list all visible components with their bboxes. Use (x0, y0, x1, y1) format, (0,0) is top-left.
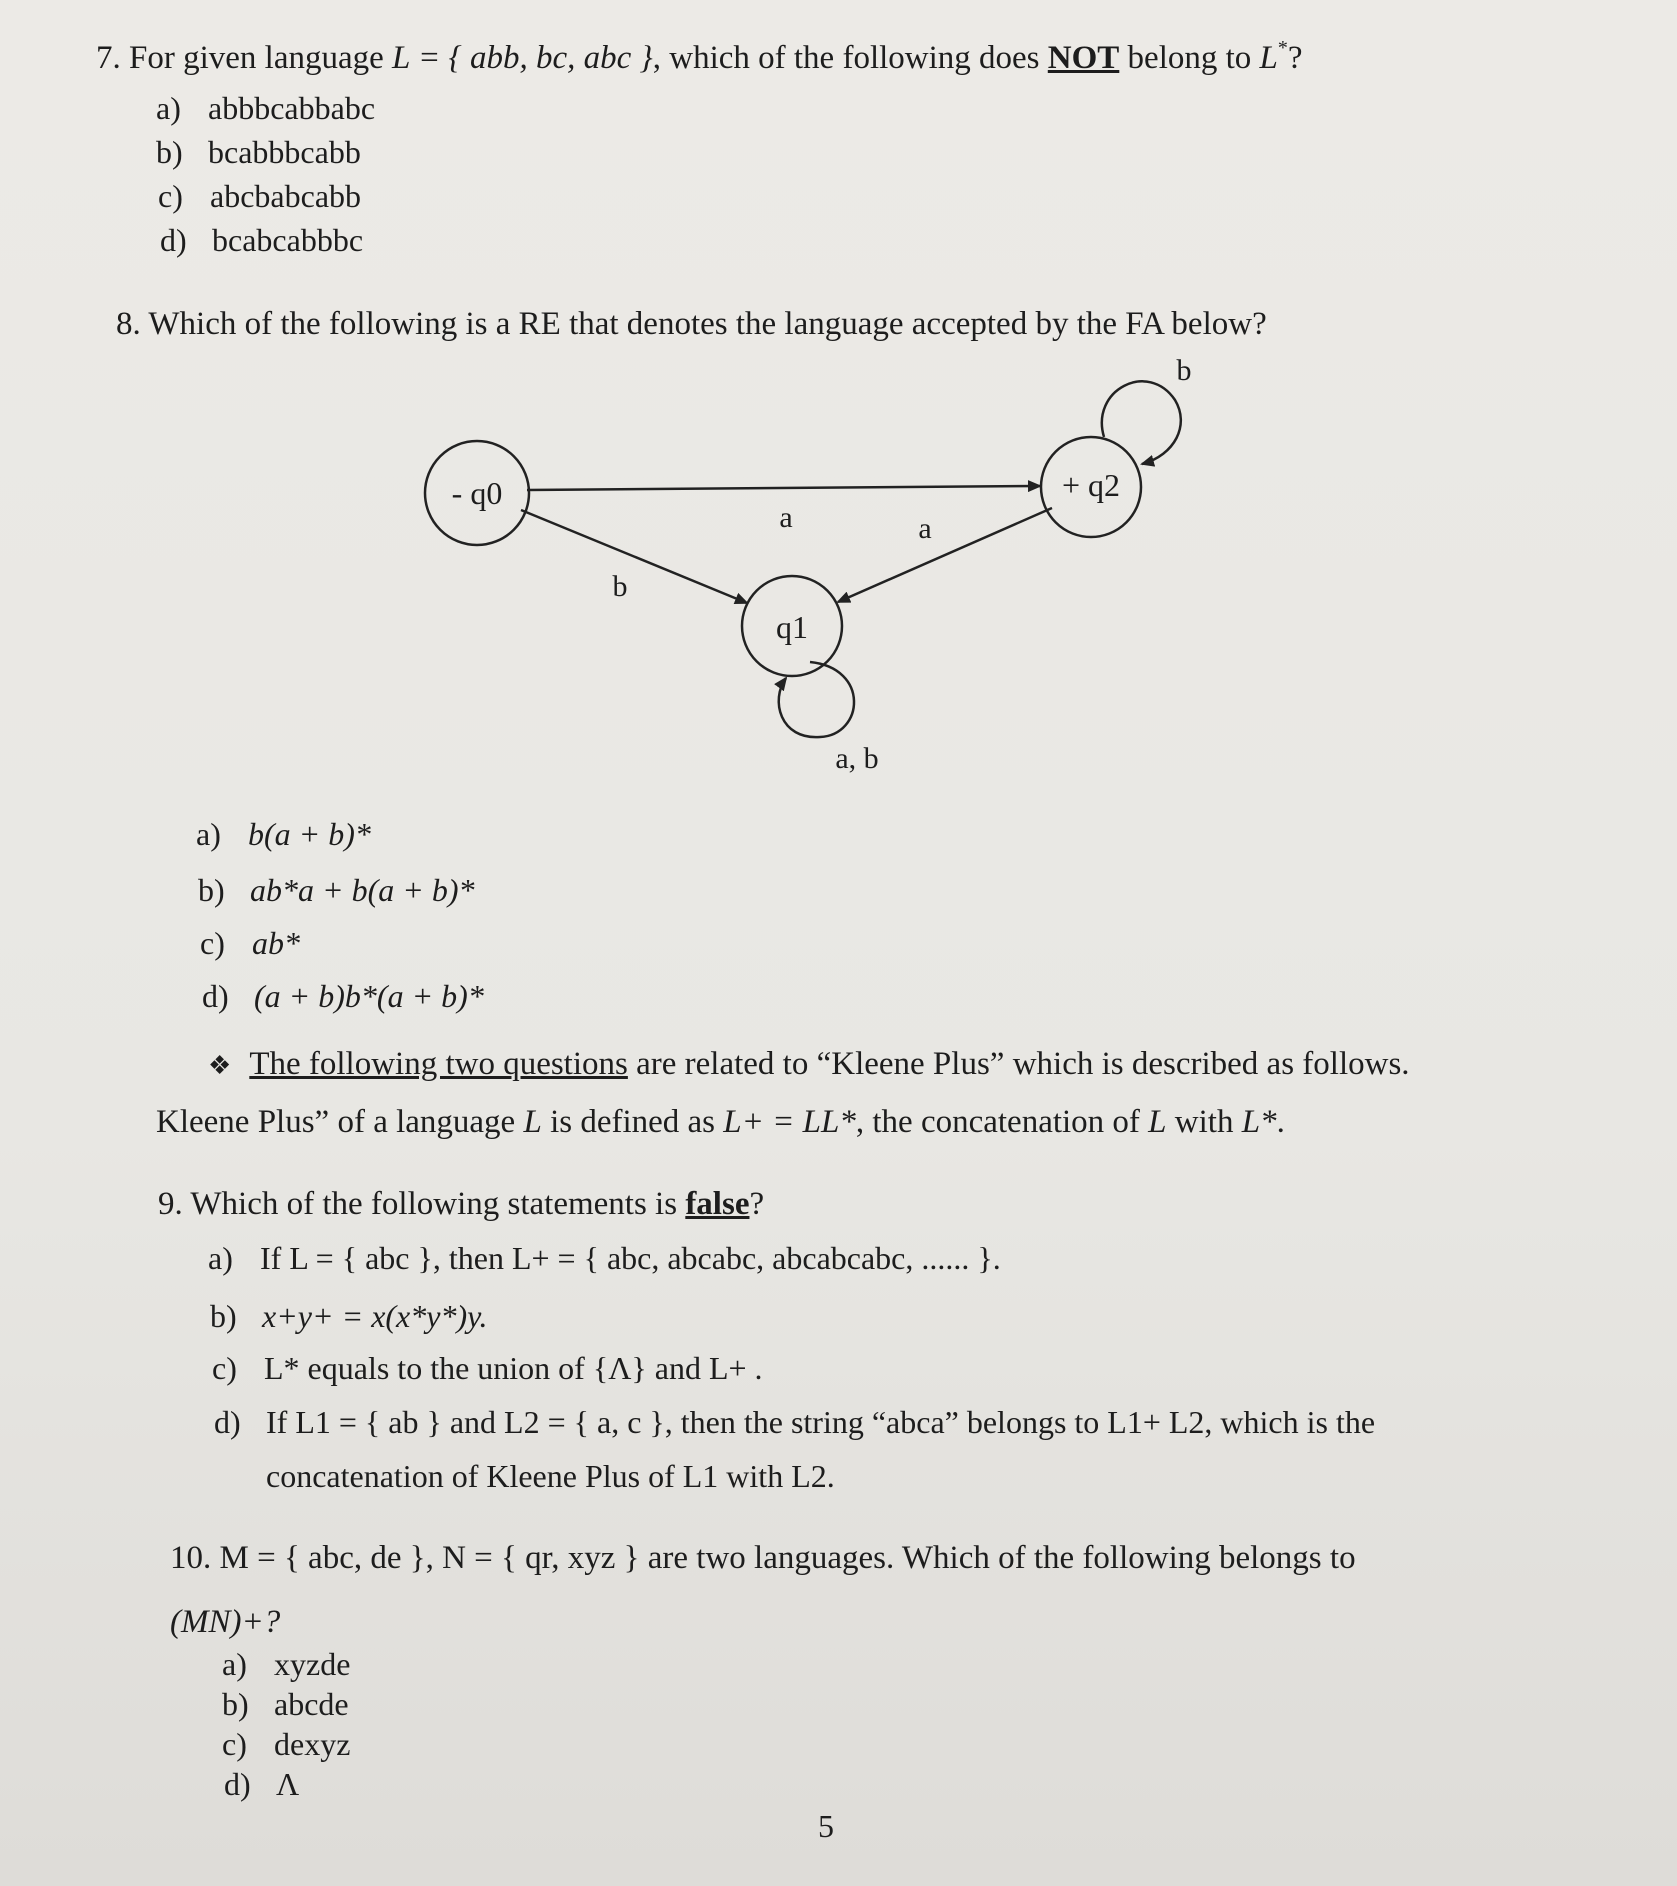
question-9: 9. Which of the following statements is false? (158, 1186, 765, 1222)
kleene-intro (208, 1046, 1410, 1083)
q10-option-a: a) xyzde (222, 1646, 351, 1682)
question-number: 10. (170, 1540, 212, 1576)
q9-option-b: b) x+y+ = x(x*y*)y. (210, 1298, 488, 1334)
edge-label-q2-loop: b (1176, 354, 1192, 387)
edge-q2-loop (1102, 381, 1181, 464)
q9-option-a: a) If L = { abc }, then L+ = { abc, abcabc, abcabcabc, ...... }. (208, 1240, 1001, 1276)
emphasis-not: NOT (1047, 40, 1120, 76)
state-label-q2: + q2 (1061, 467, 1121, 503)
kleene-definition: Kleene Plus” of a language L is defined as L+ = LL*, the concatenation of L with L*. (156, 1104, 1285, 1140)
q7-option-a: a) abbbcabbabc (156, 90, 376, 126)
question-text: belong to (1119, 40, 1260, 76)
intro-text: are related to “Kleene Plus” which is described as follows. (627, 1046, 1410, 1082)
edge-q1-loop (779, 662, 854, 737)
edge-q2-q1 (838, 508, 1052, 602)
question-number: 9. (158, 1186, 183, 1222)
state-label-q0: - q0 (451, 475, 503, 511)
math-language: L = { abb, bc, abc } (392, 40, 653, 76)
q7-option-d: d) bcabcabbbc (160, 222, 364, 258)
question-10: 10. M = { abc, de }, N = { qr, xyz } are two languages. Which of the following belongs to (170, 1540, 1356, 1576)
q7-option-c: c) abcbabcabb (158, 178, 362, 214)
intro-underlined: The following two questions (249, 1046, 628, 1082)
q10-option-d: d) Λ (224, 1766, 300, 1802)
q7-option-b: b) bcabbbcabb (156, 134, 361, 170)
star-superscript: * (1277, 37, 1288, 59)
question-number: 8. (116, 306, 141, 342)
question-text: , which of the following does (652, 40, 1048, 76)
question-number: 7. (96, 40, 121, 76)
edge-label-q0-q2: a (779, 501, 793, 534)
edge-label-q0-q1: b (612, 570, 628, 603)
q10-option-c: c) dexyz (222, 1726, 351, 1762)
edge-label-q1-loop: a, b (835, 742, 879, 775)
question-end: ? (1287, 40, 1303, 76)
q9-option-c: c) L* equals to the union of {Λ} and L+ . (212, 1350, 763, 1386)
question-text: For given language (129, 40, 393, 76)
emphasis-false: false (685, 1186, 750, 1222)
q8-option-c: c) ab* (200, 925, 300, 961)
edge-q0-q2 (527, 486, 1040, 490)
q8-option-a: a) b(a + b)* (196, 816, 371, 852)
kleene-formula: L+ = LL* (723, 1104, 856, 1140)
q8-option-b: b) ab*a + b(a + b)* (198, 872, 475, 908)
state-label-q1: q1 (776, 609, 808, 645)
page-number: 5 (818, 1808, 834, 1844)
q10-option-b: b) abcde (222, 1686, 349, 1722)
edge-q0-q1 (521, 510, 747, 603)
q9-option-d: d) If L1 = { ab } and L2 = { a, c }, then the string “abca” belongs to L1+ L2, which is the (214, 1404, 1376, 1440)
question-text: Which of the following is a RE that denotes the language accepted by the FA below? (148, 306, 1267, 342)
question-10-cont: (MN)+? (170, 1604, 281, 1640)
q8-option-d: d) (a + b)b*(a + b)* (202, 978, 484, 1014)
edge-label-q2-q1: a (918, 512, 932, 545)
math-target: L (1259, 40, 1278, 76)
bullet-icon: ❖ (208, 1051, 232, 1080)
q9-option-d-cont: concatenation of Kleene Plus of L1 with L2. (266, 1458, 835, 1494)
